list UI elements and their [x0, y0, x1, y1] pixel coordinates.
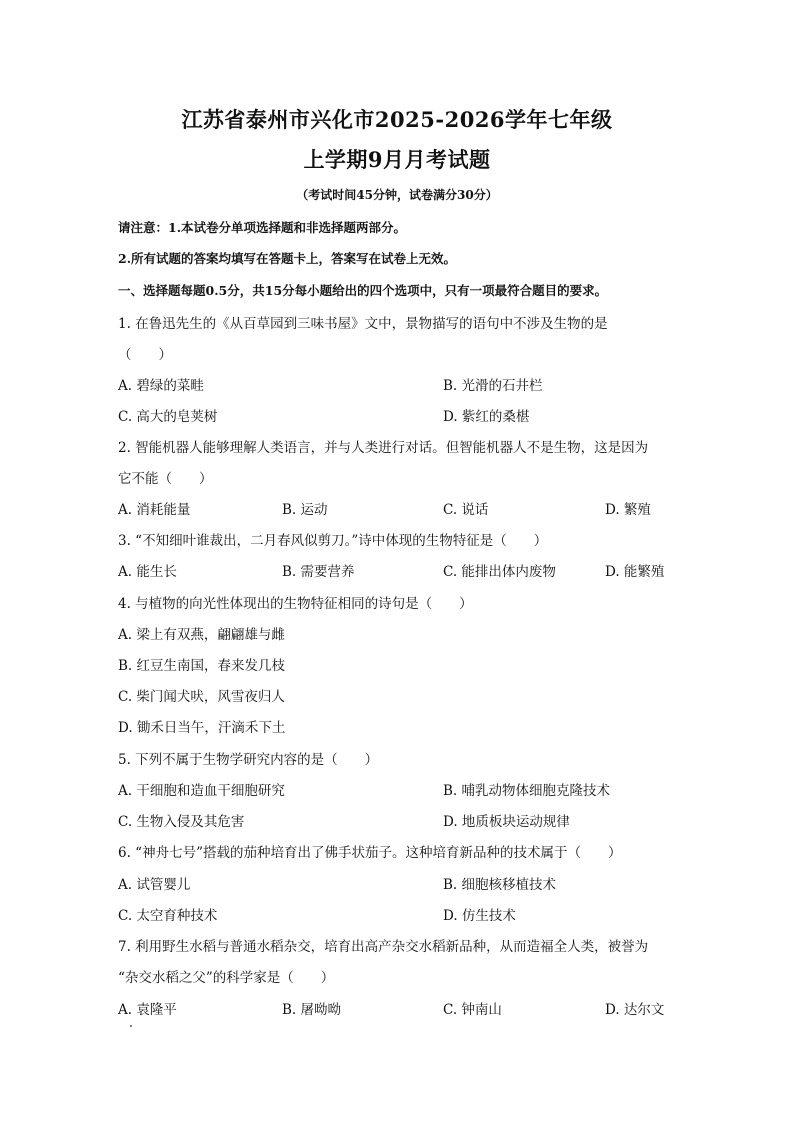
instruction-note-1: 请注意：1.本试卷分单项选择题和非选择题两部分。 [118, 220, 407, 235]
question-3-option-c: C. 能排出体内废物 [443, 564, 556, 580]
question-3-option-d: D. 能繁殖 [605, 564, 665, 580]
question-6-option-b: B. 细胞核移植技术 [443, 877, 557, 893]
question-6-stem: 6. “神舟七号”搭载的茄种培育出了佛手状茄子。这种培育新品种的技术属于（ ） [118, 845, 622, 861]
question-2-stem-cont: 它不能（ ） [118, 471, 213, 487]
question-7-option-a: A. 袁隆平 [118, 1002, 177, 1018]
section-heading: 一、选择题每题0.5分，共15分每小题给出的四个选项中，只有一项最符合题目的要求。 [118, 283, 608, 298]
instruction-note-2: 2.所有试题的答案均填写在答题卡上，答案写在试卷上无效。 [118, 251, 457, 266]
exam-time-note: （考试时间45分钟，试卷满分30分） [296, 188, 498, 202]
question-4-option-b: B. 红豆生南国，春来发几枝 [118, 658, 286, 674]
question-6-option-a: A. 试管婴儿 [118, 877, 191, 893]
question-5-option-a: A. 干细胞和造血干细胞研究 [118, 783, 285, 799]
question-1-option-b: B. 光滑的石井栏 [443, 378, 543, 394]
question-7-option-d: D. 达尔文 [605, 1002, 665, 1018]
question-4-option-a: A. 梁上有双燕，翩翩雄与雌 [118, 627, 285, 643]
question-7-stem: 7. 利用野生水稻与普通水稻杂交，培育出高产杂交水稻新品种，从而造福全人类，被誉为 [118, 939, 649, 955]
question-2-option-a: A. 消耗能量 [118, 502, 191, 518]
question-2-option-d: D. 繁殖 [605, 502, 651, 518]
question-7-stem-cont: “杂交水稻之父”的科学家是（ ） [118, 970, 335, 986]
question-2-option-b: B. 运动 [282, 502, 328, 518]
question-7-option-b: B. 屠呦呦 [282, 1002, 342, 1018]
question-3-option-b: B. 需要营养 [282, 564, 355, 580]
exam-title-line2: 上学期9月月考试题 [303, 147, 491, 172]
question-4-option-c: C. 柴门闻犬吠，风雪夜归人 [118, 689, 285, 705]
question-5-option-b: B. 哺乳动物体细胞克隆技术 [443, 783, 611, 799]
question-3-option-a: A. 能生长 [118, 564, 177, 580]
question-6-option-d: D. 仿生技术 [443, 908, 516, 924]
question-3-stem: 3. “不知细叶谁裁出，二月春风似剪刀。”诗中体现的生物特征是（ ） [118, 533, 548, 549]
question-5-option-c: C. 生物入侵及其危害 [118, 814, 245, 830]
question-7-option-c: C. 钟南山 [443, 1002, 502, 1018]
exam-title-line1: 江苏省泰州市兴化市2025-2026学年七年级 [181, 107, 613, 132]
question-6-option-c: C. 太空育种技术 [118, 908, 218, 924]
question-1-option-c: C. 高大的皂荚树 [118, 409, 218, 425]
question-4-stem: 4. 与植物的向光性体现出的生物特征相同的诗句是（ ） [118, 596, 473, 612]
question-5-stem: 5. 下列不属于生物学研究内容的是（ ） [118, 752, 379, 768]
question-2-option-c: C. 说话 [443, 502, 489, 518]
question-4-option-d: D. 锄禾日当午，汗滴禾下土 [118, 720, 286, 736]
question-1-stem-cont: （ ） [118, 347, 172, 363]
question-1-option-d: D. 紫红的桑椹 [443, 409, 530, 425]
stray-mark [130, 1025, 132, 1027]
question-5-option-d: D. 地质板块运动规律 [443, 814, 570, 830]
question-2-stem: 2. 智能机器人能够理解人类语言，并与人类进行对话。但智能机器人不是生物，这是因为 [118, 440, 649, 456]
question-1-option-a: A. 碧绿的菜畦 [118, 378, 204, 394]
question-1-stem: 1. 在鲁迅先生的《从百草园到三味书屋》文中，景物描写的语句中不涉及生物的是 [118, 316, 608, 332]
